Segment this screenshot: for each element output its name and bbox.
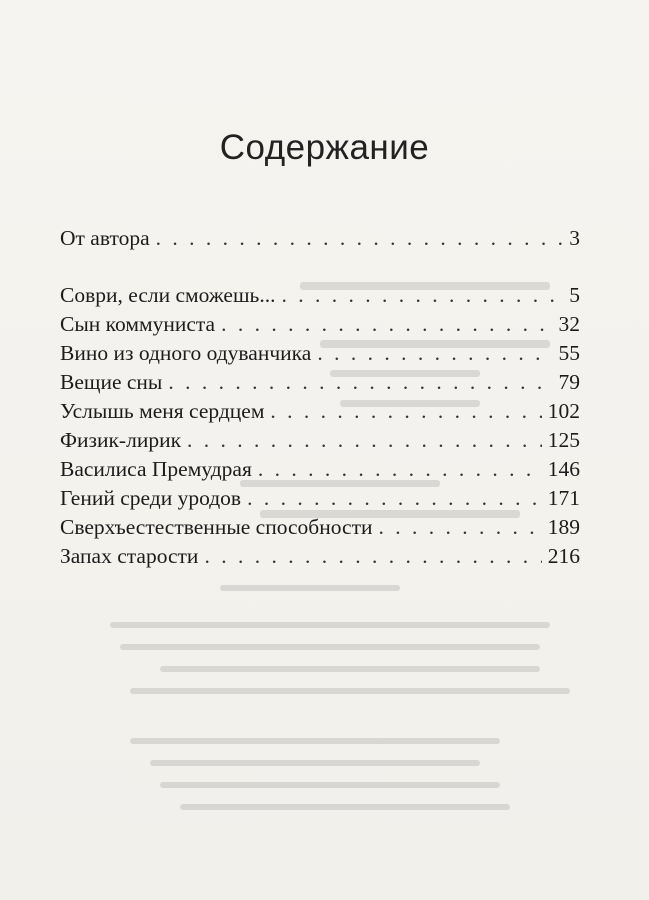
toc-entry — [60, 224, 580, 253]
toc-entry — [60, 368, 580, 397]
toc-entry-page: 79 — [558, 370, 580, 394]
toc-entry-page: 216 — [547, 544, 580, 568]
dot-leader — [204, 542, 541, 571]
toc-entry — [60, 542, 580, 571]
toc-entry-title: Вещие сны — [60, 370, 163, 394]
toc-entry — [60, 397, 580, 426]
toc-entry-title: Сверхъестественные способности — [60, 515, 373, 539]
toc-entry-page: 171 — [547, 486, 580, 510]
toc-entry-page: 32 — [558, 312, 580, 336]
toc-entry-title: Сын коммуниста — [60, 312, 216, 336]
toc-entry-title: Услышь меня сердцем — [60, 399, 265, 423]
toc-entry-page: 55 — [558, 341, 580, 365]
toc-entry-page: 146 — [547, 457, 580, 481]
toc-entry-title: Запах старости — [60, 544, 199, 568]
toc-entry-page: 102 — [547, 399, 580, 423]
dot-leader — [187, 426, 542, 455]
dot-leader — [156, 224, 564, 253]
toc-list — [60, 281, 580, 571]
toc-entry-title: Гений среди уродов — [60, 486, 242, 510]
dot-leader — [168, 368, 552, 397]
toc-entry-page: 189 — [547, 515, 580, 539]
toc-entry — [60, 339, 580, 368]
toc-preface — [60, 224, 580, 253]
toc-entry — [60, 426, 580, 455]
dot-leader — [247, 484, 542, 513]
toc-entry — [60, 455, 580, 484]
toc-entry-title: Вино из одного одуванчика — [60, 341, 312, 365]
toc-entry-page: 125 — [547, 428, 580, 452]
toc-entry — [60, 484, 580, 513]
toc-entry-page: 3 — [569, 226, 580, 250]
toc-entry-page: 5 — [569, 283, 580, 307]
dot-leader — [221, 310, 552, 339]
toc-entry-title: Василиса Премудрая — [60, 457, 252, 481]
toc-entry-title: Соври, если сможешь... — [60, 283, 276, 307]
dot-leader — [379, 513, 542, 542]
page-title: Содержание — [219, 128, 430, 167]
dot-leader — [258, 455, 542, 484]
toc-entry — [60, 310, 580, 339]
dot-leader — [281, 281, 563, 310]
dot-leader — [317, 339, 552, 368]
toc-entry — [60, 513, 580, 542]
toc-entry-title: От автора — [60, 226, 150, 250]
dot-leader — [270, 397, 541, 426]
toc-entry — [60, 281, 580, 310]
toc-entry-title: Физик-лирик — [60, 428, 182, 452]
